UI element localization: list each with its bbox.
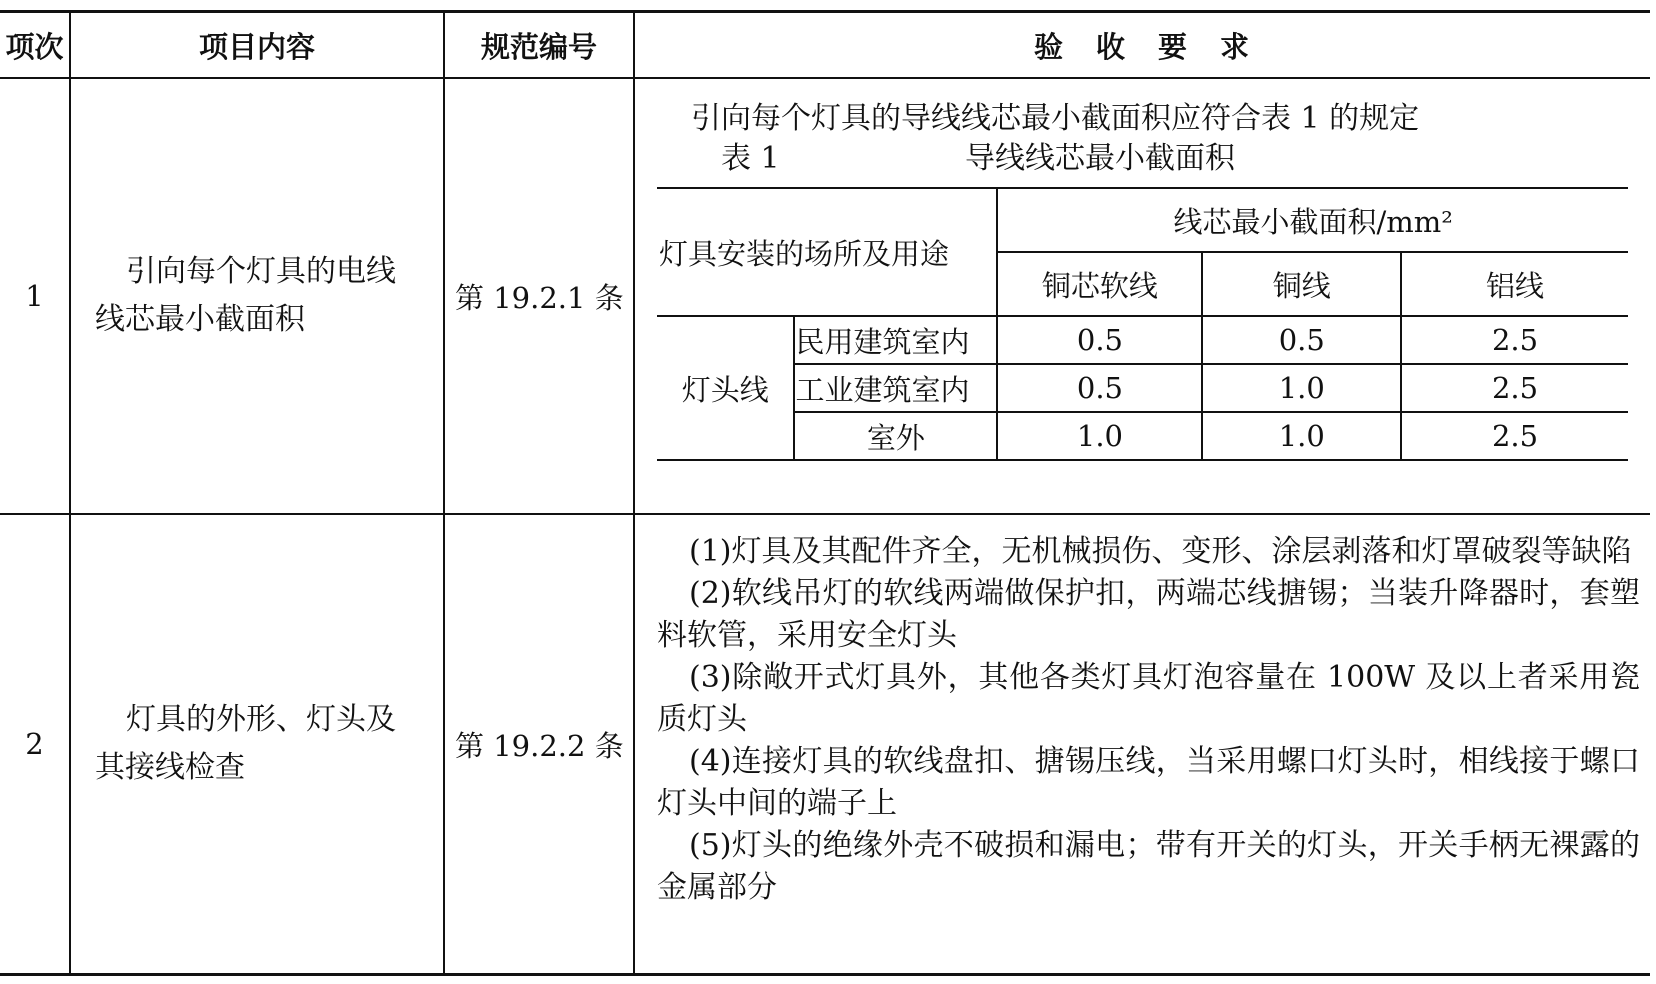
group-label: 灯头线	[657, 316, 794, 460]
header-requirement: 验 收 要 求	[634, 12, 1650, 79]
use-header: 灯具安装的场所及用途	[657, 188, 997, 316]
table-row	[0, 514, 1650, 975]
acceptance-table	[0, 10, 1650, 976]
value-cell: 2.5	[1401, 316, 1628, 364]
col-header-copper: 铜线	[1202, 252, 1401, 316]
value-cell: 0.5	[997, 316, 1202, 364]
item-content: 引向每个灯具的电线线芯最小截面积	[70, 78, 444, 514]
place-label: 工业建筑室内	[794, 364, 997, 412]
inner-table-number: 表 1	[721, 141, 780, 176]
requirement-item: (1)灯具及其配件齐全，无机械损伤、变形、涂层剥落和灯罩破裂等缺陷	[689, 534, 1632, 569]
header-no: 项次	[0, 12, 70, 79]
inner-table-caption	[657, 139, 1628, 183]
requirement-item: (5)灯头的绝缘外壳不破损和漏电；带有开关的灯头，开关手柄无裸露的金属部分	[657, 828, 1640, 905]
requirement-cell	[634, 78, 1650, 514]
value-cell: 2.5	[1401, 412, 1628, 460]
value-cell: 2.5	[1401, 364, 1628, 412]
row-number: 2	[0, 514, 70, 975]
table-row	[0, 78, 1650, 514]
inner-table-title: 导线线芯最小截面积	[965, 141, 1235, 176]
requirement-item: (2)软线吊灯的软线两端做保护扣，两端芯线搪锡；当装升降器时，套塑料软管，采用安全灯头	[657, 576, 1640, 653]
requirement-cell	[634, 514, 1650, 975]
value-cell: 1.0	[997, 412, 1202, 460]
value-cell: 1.0	[1202, 412, 1401, 460]
col-header-copper-soft: 铜芯软线	[997, 252, 1202, 316]
value-cell: 0.5	[1202, 316, 1401, 364]
inner-row	[657, 316, 1628, 364]
inner-row	[657, 412, 1628, 460]
col-header-aluminum: 铝线	[1401, 252, 1628, 316]
header-item: 项目内容	[70, 12, 444, 79]
requirement-intro: 引向每个灯具的导线线芯最小截面积应符合表 1 的规定	[691, 101, 1420, 136]
place-label: 室外	[794, 412, 997, 460]
table-header-row	[0, 12, 1650, 79]
inner-table	[657, 187, 1628, 461]
row-number: 1	[0, 78, 70, 514]
place-label: 民用建筑室内	[794, 316, 997, 364]
item-content: 灯具的外形、灯头及其接线检查	[70, 514, 444, 975]
spec-code: 第 19.2.2 条	[444, 514, 634, 975]
area-header: 线芯最小截面积/mm²	[997, 188, 1628, 252]
requirement-item: (3)除敞开式灯具外，其他各类灯具灯泡容量在 100W 及以上者采用瓷质灯头	[657, 660, 1640, 737]
header-code: 规范编号	[444, 12, 634, 79]
inner-row	[657, 364, 1628, 412]
value-cell: 0.5	[997, 364, 1202, 412]
requirement-item: (4)连接灯具的软线盘扣、搪锡压线，当采用螺口灯头时，相线接于螺口灯头中间的端子上	[657, 744, 1640, 821]
inner-header-row	[657, 188, 1628, 252]
spec-code: 第 19.2.1 条	[444, 78, 634, 514]
value-cell: 1.0	[1202, 364, 1401, 412]
